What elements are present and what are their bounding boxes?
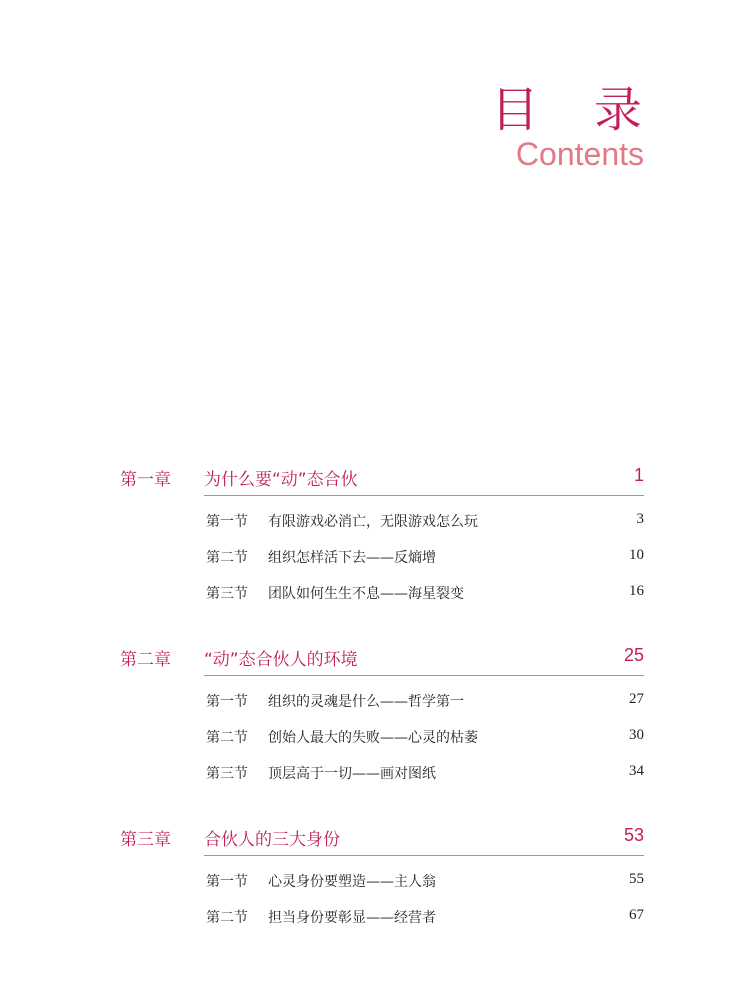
section-page-number: 10: [629, 547, 644, 563]
section-row[interactable]: [0, 863, 750, 899]
chapter-page-number: 25: [623, 645, 644, 665]
section-label: 第二节: [206, 550, 248, 566]
section-list: [0, 675, 750, 791]
section-list: [0, 855, 750, 935]
table-of-contents: [0, 455, 750, 935]
section-row[interactable]: [0, 899, 750, 935]
section-page-number: 27: [629, 691, 644, 707]
section-row[interactable]: [0, 575, 750, 611]
chapter-divider: [204, 675, 644, 676]
chapter-divider: [204, 495, 644, 496]
section-page-number: 16: [629, 583, 644, 599]
chapter-2: [0, 635, 750, 791]
chapter-label: 第一章: [120, 470, 171, 490]
chapter-label: 第二章: [120, 650, 171, 670]
section-title: 顶层高于一切——画对图纸: [268, 766, 436, 782]
section-label: 第一节: [206, 694, 248, 710]
section-page-number: 3: [636, 511, 644, 527]
section-title: 有限游戏必消亡，无限游戏怎么玩: [268, 514, 478, 530]
page-title-english: Contents: [515, 136, 644, 172]
section-page-number: 30: [629, 727, 644, 743]
section-list: [0, 495, 750, 611]
chapter-title: 为什么要“动”态合伙: [204, 470, 358, 490]
chapter-heading-row[interactable]: [0, 815, 750, 855]
section-label: 第三节: [206, 766, 248, 782]
section-page-number: 34: [629, 763, 644, 779]
section-title: 组织的灵魂是什么——哲学第一: [268, 694, 464, 710]
chapter-page-number: 1: [633, 465, 644, 485]
chapter-1: [0, 455, 750, 611]
section-row[interactable]: [0, 683, 750, 719]
section-title: 组织怎样活下去——反熵增: [268, 550, 436, 566]
section-title: 担当身份要彰显——经营者: [268, 910, 436, 926]
section-label: 第二节: [206, 730, 248, 746]
section-page-number: 55: [629, 871, 644, 887]
chapter-title: 合伙人的三大身份: [204, 830, 340, 850]
chapter-divider: [204, 855, 644, 856]
chapter-title: “动”态合伙人的环境: [204, 650, 358, 670]
section-row[interactable]: [0, 503, 750, 539]
section-title: 心灵身份要塑造——主人翁: [268, 874, 436, 890]
section-row[interactable]: [0, 539, 750, 575]
chapter-heading-row[interactable]: [0, 455, 750, 495]
section-label: 第一节: [206, 874, 248, 890]
page-title-chinese: 目 录: [490, 82, 662, 138]
section-title: 团队如何生生不息——海星裂变: [268, 586, 464, 602]
section-row[interactable]: [0, 719, 750, 755]
chapter-heading-row[interactable]: [0, 635, 750, 675]
chapter-3: [0, 815, 750, 935]
section-label: 第二节: [206, 910, 248, 926]
section-label: 第三节: [206, 586, 248, 602]
section-page-number: 67: [629, 907, 644, 923]
section-title: 创始人最大的失败——心灵的枯萎: [268, 730, 478, 746]
section-row[interactable]: [0, 755, 750, 791]
chapter-label: 第三章: [120, 830, 171, 850]
chapter-page-number: 53: [623, 825, 644, 845]
section-label: 第一节: [206, 514, 248, 530]
